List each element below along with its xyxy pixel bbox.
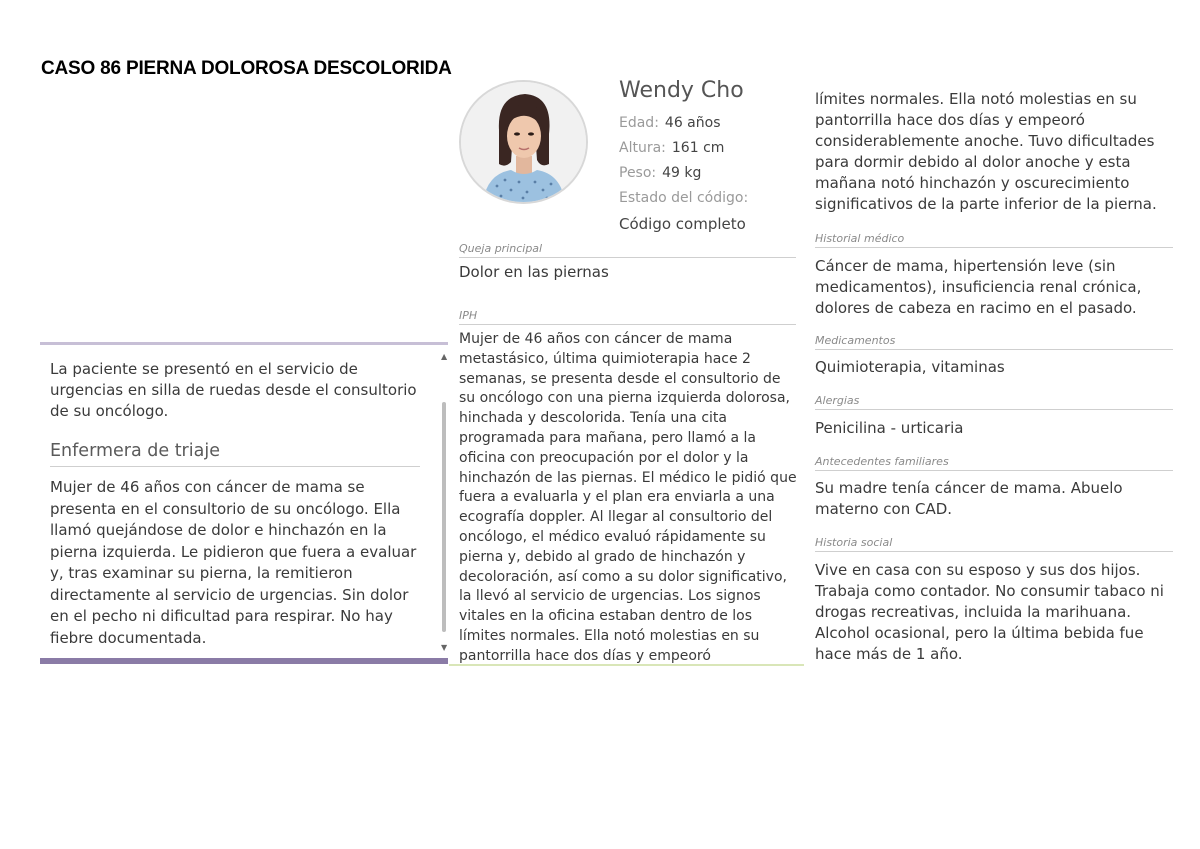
height-row bbox=[619, 140, 724, 156]
height-label: Altura: bbox=[619, 140, 666, 156]
code-status-value: Código completo bbox=[619, 215, 746, 233]
family-history-label: Antecedentes familiares bbox=[815, 455, 1173, 471]
scroll-down-icon[interactable]: ▼ bbox=[441, 643, 448, 652]
medications-text: Quimioterapia, vitaminas bbox=[815, 358, 1005, 376]
weight-label: Peso: bbox=[619, 165, 657, 181]
medications-label: Medicamentos bbox=[815, 334, 1173, 350]
allergies-label: Alergias bbox=[815, 394, 1173, 410]
social-history-label: Historia social bbox=[815, 536, 1173, 552]
intro-text: La paciente se presentó en el servicio de urgencias en silla de ruedas desde el consultorio de su oncólogo. bbox=[50, 360, 417, 420]
medical-history-text: Cáncer de mama, hipertensión leve (sin medicamentos), insuficiencia renal crónica, dolores de cabeza en racimo en el pasado. bbox=[815, 257, 1142, 317]
avatar-illustration bbox=[461, 82, 586, 202]
triage-heading: Enfermera de triaje bbox=[50, 441, 420, 467]
allergies-text: Penicilina - urticaria bbox=[815, 419, 964, 437]
weight-value: 49 kg bbox=[662, 165, 702, 181]
hpi-continued-text: límites normales. Ella notó molestias en su pantorrilla hace dos días y empeoró considerablemente anoche. Tuvo dificultades para dormir debido al dolor anoche y esta mañana notó hinchazón y oscurecimiento significativos de la parte inferior de la pierna. bbox=[815, 90, 1157, 213]
scroll-up-icon[interactable]: ▲ bbox=[441, 352, 448, 361]
document-title: CASO 86 PIERNA DOLOROSA DESCOLORIDA bbox=[41, 58, 452, 79]
height-value: 161 cm bbox=[671, 140, 725, 156]
code-status-label: Estado del código: bbox=[619, 190, 749, 206]
intro-panel bbox=[40, 342, 448, 664]
hpi-scroll-area[interactable] bbox=[459, 330, 799, 666]
scrollbar-thumb[interactable] bbox=[442, 402, 446, 632]
patient-name: Wendy Cho bbox=[619, 78, 744, 103]
age-label: Edad: bbox=[619, 115, 659, 131]
family-history-text: Su madre tenía cáncer de mama. Abuelo materno con CAD. bbox=[815, 479, 1123, 518]
chief-complaint-value: Dolor en las piernas bbox=[459, 263, 609, 281]
chief-complaint-label: Queja principal bbox=[459, 242, 796, 258]
hpi-bottom-divider bbox=[449, 664, 804, 666]
hpi-label: IPH bbox=[459, 309, 796, 325]
hpi-text: Mujer de 46 años con cáncer de mama metastásico, última quimioterapia hace 2 semanas, se presenta desde el consultorio de su oncólogo con una pierna izquierda dolorosa, hinchada y descolorida. Tenía una cita programada para mañana, pero llamó a la oficina con preocupación por el dolor y la hinchazón de las piernas. El médico le pidió que fuera a evaluarla y el plan era enviarla a una ecografía doppler. Al llegar al consultorio del oncólogo, el médico evaluó rápidamente su pierna y, debido al grado de hinchazón y decoloración, así como a su dolor significativo, la llevó al servicio de urgencias. Los signos vitales en la oficina estaban dentro de los límites normales. Ella notó molestias en su pantorrilla hace dos días y empeoró bbox=[459, 331, 797, 664]
triage-text: Mujer de 46 años con cáncer de mama se presenta en el consultorio de su oncólogo. Ella llamó quejándose de dolor e hinchazón en la pierna izquierda. Le pidieron que fuera a evaluar y, tras examinar su pierna, la remitieron directamente al servicio de urgencias. Sin dolor en el pecho ni dificultad para respirar. No hay fiebre documentada. bbox=[50, 478, 417, 647]
weight-row bbox=[619, 165, 701, 181]
age-value: 46 años bbox=[664, 115, 721, 131]
social-history-text: Vive en casa con su esposo y sus dos hijos. Trabaja como contador. No consumir tabaco ni drogas recreativas, incluida la marihuana. Alcohol ocasional, pero la última bebida fue hace más de 1 año. bbox=[815, 561, 1164, 663]
age-row bbox=[619, 115, 721, 131]
medical-history-label: Historial médico bbox=[815, 232, 1173, 248]
patient-avatar bbox=[459, 80, 588, 204]
hpi-scrollbar[interactable] bbox=[441, 352, 447, 652]
